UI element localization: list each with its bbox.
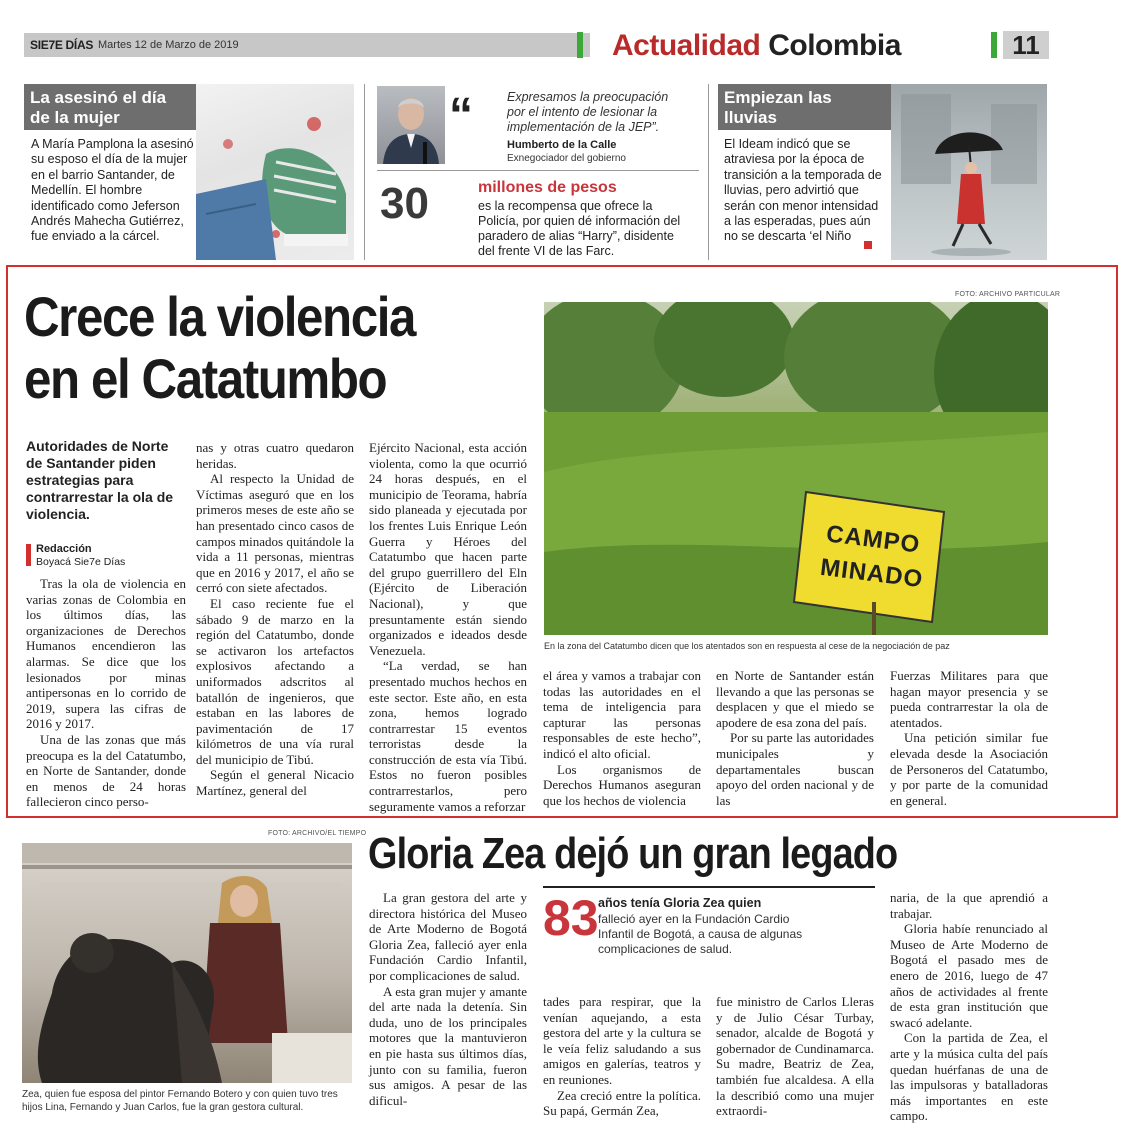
paragraph: Fuerzas Militares para que hagan mayor presencia y se pueda contrarrestar la ola de atentados. <box>890 668 1048 730</box>
feature-column-2 <box>196 440 354 799</box>
minefield-illustration <box>544 302 1048 635</box>
quote-author-photo <box>377 86 445 164</box>
feature-photo <box>544 302 1048 635</box>
gloria-photo-credit: FOTO: ARCHIVO/EL TIEMPO <box>268 830 367 837</box>
brief-left-title: La asesinó el día de la mujer <box>24 84 196 130</box>
highlight-number: 83 <box>543 890 599 946</box>
paragraph: el área y vamos a trabajar con todas las autoridades en el tema de inteligencia para capturar las personas responsables de este hecho”, indicó el alto oficial. <box>543 668 701 761</box>
byline-organization: Boyacá Sie7e Días <box>36 556 126 568</box>
gloria-column-2 <box>543 994 701 1119</box>
brief-right-title: Empiezan las lluvias <box>718 84 891 130</box>
brief-divider-2 <box>708 84 709 260</box>
section-title-secondary: Colombia <box>768 29 901 62</box>
feature-photo-credit: FOTO: ARCHIVO PARTICULAR <box>955 291 1061 298</box>
feature-headline: Crece la violencia en el Catatumbo <box>24 285 416 410</box>
brief-right-body: El Ideam indicó que se atraviesa por la época de transición a la temporada de lluvias, pero advirtió que serán con menor intensidad a las esperadas, pues aún no se descarta ‘el Niño <box>724 137 882 244</box>
paragraph: Al respecto la Unidad de Víctimas aseguró que en los primeros meses de este año se han presentado cinco casos de campos minados quitándole la vida a 11 personas, mientras que en 2016 y 2017, el año se cerró con siete afectados. <box>196 471 354 596</box>
paragraph: Con la partida de Zea, el arte y la música culta del país quedan huérfanas de una de las impulsoras y batalladoras más importantes en este campo. <box>890 1030 1048 1124</box>
paragraph: “La verdad, se han presentado muchos hechos en este sector. Este año, en esta zona, hemos logrado contrarrestar 15 eventos terroristas desde la construcción de esta vía Tibú. Estos no fueron posibles contrarrestarlos, pero seguramente vamos a reforzar <box>369 658 527 814</box>
paragraph: tades para respirar, que la venían aquejando, a esta gestora del arte y la cultura se le veía feliz saludando a sus amigos en galerías, teatros y en reuniones. <box>543 994 701 1087</box>
sneakers-illustration <box>196 84 354 260</box>
paragraph: Por su parte las autoridades municipales y departamentales buscan apoyo del orden nacional y de las <box>716 730 874 808</box>
quote-author: Humberto de la Calle <box>507 139 617 151</box>
byline-name: Redacción <box>36 543 92 555</box>
center-brief-divider <box>377 170 699 171</box>
feature-deck: Autoridades de Norte de Santander piden estrategias para contrarrestar la ola de violencia. <box>26 438 174 522</box>
paragraph: naria, de la que aprendió a trabajar. <box>890 890 1048 921</box>
paragraph: en Norte de Santander están llevando a que las personas se desplacen y que el miedo se apodere de esa zona del país. <box>716 668 874 730</box>
sign-text-line1: CAMPO <box>824 520 922 559</box>
portrait-illustration <box>377 86 445 164</box>
paragraph: Ejército Nacional, esta acción violenta, como la que ocurrió 24 horas después, en el municipio de Teorama, habría sido planeada y ejecutada por los frentes Luis Enrique León Guerra y Héroes del Catatumbo que hacen parte del grupo guerrillero del Eln (Ejército de Liberación Nacional), y que presuntamente están siendo organizados e ideados desde Venezuela. <box>369 440 527 658</box>
brief-left-body: A María Pamplona la asesinó su esposo el día de la mujer en el barrio Santander, de Medellín. El hombre identificado como Jeferson Andrés Mahecha Gutiérrez, fue enviado a la cárcel. <box>31 137 194 244</box>
feature-photo-caption: En la zona del Catatumbo dicen que los atentados son en respuesta al cese de la negociación de paz <box>544 641 950 651</box>
quote-text: Expresamos la preocupación por el intento de lesionar la implementación de la JEP”. <box>507 90 669 134</box>
gloria-photo <box>22 843 352 1083</box>
section-title-primary: Actualidad <box>612 29 761 62</box>
brief-right-photo <box>891 84 1047 260</box>
paragraph: nas y otras cuatro quedaron heridas. <box>196 440 354 471</box>
reward-figure-title: millones de pesos <box>478 179 617 196</box>
section-title <box>612 29 901 63</box>
quote-mark-icon: “ <box>449 89 473 142</box>
gloria-photo-caption: Zea, quien fue esposa del pintor Fernando Botero y con quien tuvo tres hijos Lina, Fernando y Juan Carlos, fue la gran gestora cultural. <box>22 1089 338 1113</box>
paragraph: A esta gran mujer y amante del arte nada la detenía. Sin duda, uno de los principales motores que la mantuvieron en pie hasta sus últimos días, junto con su familia, fueron sus amigos. A pesar de las dificul- <box>369 983 527 1108</box>
feature-column-4 <box>543 668 701 808</box>
feature-column-5 <box>716 668 874 808</box>
issue-date: Martes 12 de Marzo de 2019 <box>98 39 239 51</box>
gloria-column-4 <box>890 890 1048 1124</box>
newspaper-logo: SIE7E DÍAS <box>30 38 94 52</box>
quote-role: Exnegociador del gobierno <box>507 153 626 164</box>
paragraph: Una de las zonas que más preocupa es la del Catatumbo, en Norte de Santander, donde en menos de 24 horas fallecieron cinco perso- <box>26 731 186 810</box>
museum-sculpture-illustration <box>22 843 352 1083</box>
paragraph: Los organismos de Derechos Humanos aseguran que los hechos de violencia <box>543 761 701 808</box>
paragraph: Zea creció entre la política. Su papá, Germán Zea, <box>543 1087 701 1119</box>
byline-accent <box>26 544 31 566</box>
paragraph: El caso reciente fue el sábado 9 de marzo en la región del Catatumbo, donde se activaron los artefactos explosivos afectando a uniformados adscritos al batallón de ingenieros, que estaban en las labores de pavimentación de 17 kilómetros de una vía rural del municipio de Tibú. <box>196 595 354 767</box>
paragraph: Según el general Nicacio Martínez, general del <box>196 767 354 799</box>
paragraph: Gloria habíe renunciado al Museo de Arte Moderno de Bogotá el pasado mes de enero de 2016, luego de 47 años de actividades al frente de esta gran institución que swacó adelante. <box>890 921 1048 1030</box>
reward-figure: 30 <box>380 179 429 228</box>
feature-column-3 <box>369 440 527 814</box>
reward-figure-body: es la recompensa que ofrece la Policía, por quien dé información del paradero de alias “Harry”, disidente del frente VI de las Farc. <box>478 199 681 258</box>
paragraph: Tras la ola de violencia en varias zonas de Colombia en los últimos días, las organizaciones de Derechos Humanos encendieron las alarmas. Se dice que los lesionados por minas antipersonas en lo corrido de 2019, supera las cifras de 2016 y 2017. <box>26 576 186 732</box>
highlight-top-rule <box>543 886 875 888</box>
header-accent-left <box>577 32 583 58</box>
gloria-column-1 <box>369 890 527 1108</box>
highlight-title: años tenía Gloria Zea quien <box>598 896 762 910</box>
page-number: 11 <box>1003 31 1049 59</box>
sign-text-line2: MINADO <box>818 553 925 594</box>
highlight-body: falleció ayer en la Fundación Cardio Infantil de Bogotá, a causa de algunas complicaciones de salud. <box>598 912 803 956</box>
feature-column-1 <box>26 576 186 810</box>
header-accent-right <box>991 32 997 58</box>
end-mark-icon <box>864 241 872 249</box>
brief-divider-1 <box>364 84 365 260</box>
gloria-column-3 <box>716 994 874 1119</box>
paragraph: fue ministro de Carlos Lleras y de Julio César Turbay, senador, alcalde de Bogotá y gobernador de Cundinamarca. Su madre, Beatriz de Zea, también fue alcaldesa. A ella la describió como una mujer extraordi- <box>716 994 874 1119</box>
brief-left-photo <box>196 84 354 260</box>
gloria-headline: Gloria Zea dejó un gran legado <box>368 829 898 878</box>
paragraph: La gran gestora del arte y directora histórica del Museo de Arte Moderno de Bogotá Gloria Zea, falleció ayer enla Fundación Cardio Infantil, por complicaciones de salud. <box>369 890 527 983</box>
paragraph: Una petición similar fue elevada desde la Asociación de Personeros del Catatumbo, y por parte de la comunidad en general. <box>890 730 1048 808</box>
feature-column-6 <box>890 668 1048 808</box>
rain-umbrella-illustration <box>891 84 1047 260</box>
